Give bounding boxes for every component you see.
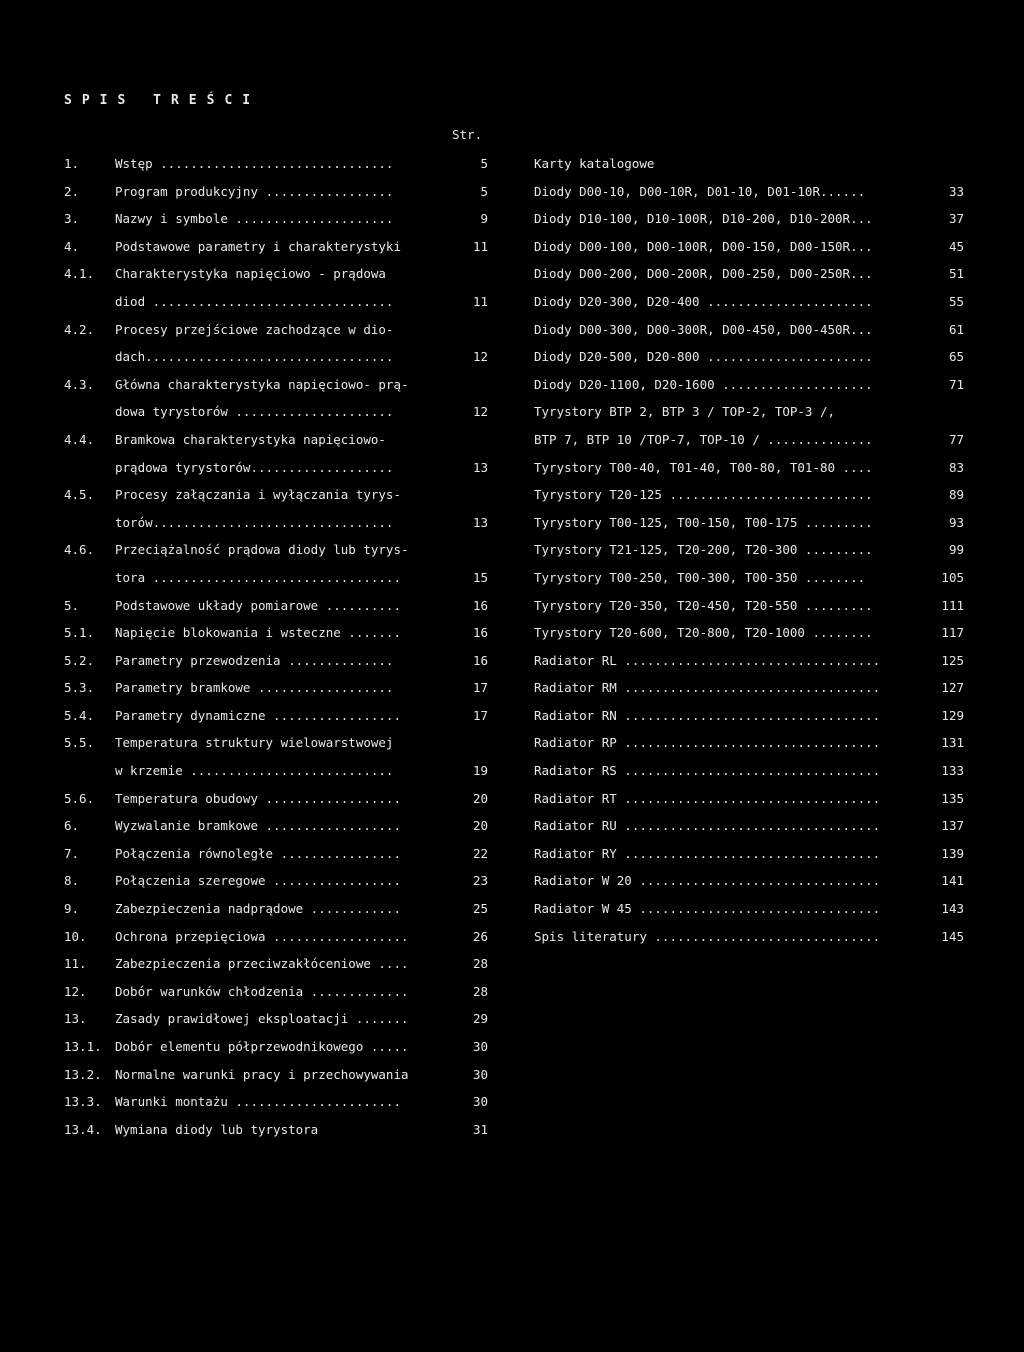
toc-entry: [534, 785, 964, 813]
toc-entry-title: Radiator RS ..................................: [534, 763, 881, 779]
toc-entry-page: 11: [472, 293, 488, 309]
toc-entry-page: 33: [948, 183, 964, 199]
toc-entry: [64, 923, 494, 951]
toc-entry: [534, 674, 964, 702]
toc-entry-title: Radiator W 45 ................................: [534, 901, 881, 917]
toc-entry-number: 12.: [64, 983, 87, 999]
toc-entry: [534, 426, 964, 454]
toc-entry-page: 16: [472, 652, 488, 668]
toc-entry-page: 19: [472, 763, 488, 779]
toc-entry-page: 77: [948, 431, 964, 447]
toc-entry-page: 28: [472, 956, 488, 972]
toc-entry-title: Przeciążalność prądowa diody lub tyrys-: [115, 542, 409, 558]
toc-entry-title: Temperatura struktury wielowarstwowej: [115, 735, 394, 751]
toc-entry: [64, 260, 494, 288]
toc-entry: [64, 978, 494, 1006]
toc-entry: [64, 564, 494, 592]
toc-entry-title: Wyzwalanie bramkowe ..................: [115, 818, 401, 834]
toc-entry: [64, 757, 494, 785]
toc-entry-title: Główna charakterystyka napięciowo- prą-: [115, 376, 409, 392]
toc-entry-page: 11: [472, 238, 488, 254]
toc-entry-page: 131: [941, 735, 964, 751]
toc-entry-title: torów................................: [115, 514, 394, 530]
toc-entry-title: Wymiana diody lub tyrystora: [115, 1121, 319, 1137]
toc-entry-title: Diody D20-500, D20-800 ......................: [534, 349, 873, 365]
toc-entry-title: Procesy przejściowe zachodzące w dio-: [115, 321, 394, 337]
page-column-header: Str.: [452, 127, 483, 142]
toc-entry-number: 8.: [64, 873, 80, 889]
toc-entry-page: 133: [941, 763, 964, 779]
toc-entry-title: Diody D00-300, D00-300R, D00-450, D00-450R...: [534, 321, 873, 337]
toc-entry-page: 145: [941, 928, 964, 944]
toc-entry: [64, 895, 494, 923]
toc-entry-page: 45: [948, 238, 964, 254]
toc-entry: [534, 233, 964, 261]
toc-entry-title: Radiator RN ..................................: [534, 707, 881, 723]
toc-entry-title: Tyrystory T21-125, T20-200, T20-300 .........: [534, 542, 873, 558]
toc-entry-title: Radiator RP ..................................: [534, 735, 881, 751]
toc-entry: [534, 619, 964, 647]
toc-entry-title: Normalne warunki pracy i przechowywania: [115, 1066, 409, 1082]
toc-entry-number: 11.: [64, 956, 87, 972]
toc-entry-title: Program produkcyjny .................: [115, 183, 394, 199]
toc-entry-number: 13.4.: [64, 1121, 102, 1137]
toc-entry-page: 23: [472, 873, 488, 889]
toc-entry-number: 1.: [64, 156, 80, 171]
toc-entry-number: 4.1.: [64, 266, 95, 282]
toc-entry-title: tora .................................: [115, 569, 401, 585]
toc-entry-title: Radiator W 20 ................................: [534, 873, 881, 889]
toc-entry: [534, 481, 964, 509]
toc-entry-page: 30: [472, 1066, 488, 1082]
toc-entry-page: 15: [472, 569, 488, 585]
toc-entry-page: 13: [472, 514, 488, 530]
toc-entry-page: 16: [472, 597, 488, 613]
toc-entry: [64, 729, 494, 757]
toc-entry-title: Napięcie blokowania i wsteczne .......: [115, 625, 401, 641]
toc-entry-page: 30: [472, 1094, 488, 1110]
toc-entry-page: 135: [941, 790, 964, 806]
toc-entry: [534, 592, 964, 620]
toc-entry: [534, 536, 964, 564]
toc-entry-title: Diody D20-1100, D20-1600 ....................: [534, 376, 873, 392]
toc-entry-title: Tyrystory T20-350, T20-450, T20-550 .........: [534, 597, 873, 613]
toc-entry-title: Parametry bramkowe ..................: [115, 680, 394, 696]
toc-entry-title: Zabezpieczenia nadprądowe ............: [115, 901, 401, 917]
toc-entry-number: 10.: [64, 928, 87, 944]
toc-entry-page: 26: [472, 928, 488, 944]
toc-entry-page: 51: [948, 266, 964, 282]
toc-entry: [64, 233, 494, 261]
toc-entry-page: 111: [941, 597, 964, 613]
toc-entry-title: w krzemie ...........................: [115, 763, 394, 779]
toc-entry: [534, 702, 964, 730]
toc-entry-title: Ochrona przepięciowa ..................: [115, 928, 409, 944]
toc-entry-title: Parametry przewodzenia ..............: [115, 652, 394, 668]
toc-entry-number: 7.: [64, 845, 80, 861]
toc-entry: [64, 1116, 494, 1144]
toc-entry-page: 117: [941, 625, 964, 641]
toc-entry: [534, 840, 964, 868]
toc-entry-page: 143: [941, 901, 964, 917]
toc-entry: [534, 564, 964, 592]
toc-entry-page: 105: [941, 569, 964, 585]
toc-entry: [64, 343, 494, 371]
toc-entry: [64, 288, 494, 316]
toc-entry-number: 5.6.: [64, 790, 95, 806]
toc-entry-page: 16: [472, 625, 488, 641]
toc-entry-number: 5.5.: [64, 735, 95, 751]
toc-entry-title: Temperatura obudowy ..................: [115, 790, 401, 806]
toc-entry: [64, 619, 494, 647]
toc-entry-title: Warunki montażu ......................: [115, 1094, 401, 1110]
toc-entry-title: Diody D00-200, D00-200R, D00-250, D00-250R...: [534, 266, 873, 282]
toc-entry-title: Tyrystory T00-250, T00-300, T00-350 ........: [534, 569, 866, 585]
toc-right-column: [534, 150, 964, 950]
toc-entry-page: 28: [472, 983, 488, 999]
toc-entry: [64, 371, 494, 399]
toc-entry-page: 22: [472, 845, 488, 861]
toc-entry-title: Połączenia szeregowe .................: [115, 873, 401, 889]
toc-entry: [64, 1033, 494, 1061]
toc-entry-page: 12: [472, 349, 488, 365]
toc-entry-page: 30: [472, 1039, 488, 1054]
toc-entry-title: Radiator RL ..................................: [534, 652, 881, 668]
toc-left-column: [64, 150, 494, 1143]
toc-entry-title: Diody D00-100, D00-100R, D00-150, D00-150R...: [534, 238, 873, 254]
toc-entry: [534, 454, 964, 482]
toc-entry-title: Karty katalogowe: [534, 156, 655, 171]
toc-entry-number: 2.: [64, 183, 80, 199]
toc-entry: [64, 398, 494, 426]
toc-entry-title: dowa tyrystorów .....................: [115, 404, 394, 420]
toc-entry: [534, 757, 964, 785]
toc-entry: [64, 867, 494, 895]
toc-entry-title: Zabezpieczenia przeciwzakłóceniowe ....: [115, 956, 409, 972]
toc-entry-number: 4.2.: [64, 321, 95, 337]
toc-entry: [534, 205, 964, 233]
toc-entry: [64, 536, 494, 564]
toc-entry: [534, 178, 964, 206]
toc-entry-page: 93: [948, 514, 964, 530]
toc-entry: [64, 840, 494, 868]
toc-entry-title: Radiator RY ..................................: [534, 845, 881, 861]
toc-entry-title: Nazwy i symbole .....................: [115, 211, 394, 227]
toc-entry: [64, 647, 494, 675]
toc-entry: [64, 481, 494, 509]
toc-entry: [534, 343, 964, 371]
toc-entry: [64, 426, 494, 454]
toc-entry-page: 139: [941, 845, 964, 861]
toc-entry: [64, 316, 494, 344]
toc-entry: [64, 205, 494, 233]
toc-entry-page: 9: [480, 211, 488, 227]
toc-entry: [64, 150, 494, 178]
toc-entry-page: 37: [948, 211, 964, 227]
toc-entry: [64, 1005, 494, 1033]
toc-entry: [64, 674, 494, 702]
toc-entry-title: Radiator RT ..................................: [534, 790, 881, 806]
toc-entry-page: 55: [948, 293, 964, 309]
toc-entry-page: 17: [472, 680, 488, 696]
toc-entry-title: Radiator RM ..................................: [534, 680, 881, 696]
toc-entry: [64, 785, 494, 813]
toc-entry-number: 13.: [64, 1011, 87, 1027]
toc-entry-title: Diody D20-300, D20-400 ......................: [534, 293, 873, 309]
toc-entry-number: 13.1.: [64, 1039, 102, 1054]
toc-entry: [64, 1088, 494, 1116]
toc-entry-title: Radiator RU ..................................: [534, 818, 881, 834]
toc-entry: [64, 812, 494, 840]
toc-entry-title: Tyrystory T20-600, T20-800, T20-1000 ........: [534, 625, 873, 641]
toc-entry-number: 5.4.: [64, 707, 95, 723]
toc-entry-title: Tyrystory T00-40, T01-40, T00-80, T01-80 ....: [534, 459, 873, 475]
toc-entry: [534, 509, 964, 537]
toc-entry-number: 4.4.: [64, 431, 95, 447]
toc-entry: [534, 812, 964, 840]
toc-entry: [64, 702, 494, 730]
toc-entry-title: Spis literatury ..............................: [534, 928, 881, 944]
toc-entry-page: 5: [480, 156, 488, 171]
toc-entry-page: 25: [472, 901, 488, 917]
toc-entry-title: Połączenia równoległe ................: [115, 845, 401, 861]
toc-entry: [64, 509, 494, 537]
toc-entry-title: Wstęp ...............................: [115, 156, 394, 171]
toc-entry: [534, 371, 964, 399]
toc-entry-page: 125: [941, 652, 964, 668]
toc-entry-number: 4.: [64, 238, 80, 254]
toc-entry-page: 65: [948, 349, 964, 365]
toc-entry-number: 5.: [64, 597, 80, 613]
toc-entry-number: 13.3.: [64, 1094, 102, 1110]
page-title: SPIS TREŚCI: [64, 93, 261, 108]
toc-entry-title: Tyrystory T00-125, T00-150, T00-175 .........: [534, 514, 873, 530]
toc-entry-page: 127: [941, 680, 964, 696]
toc-entry-page: 99: [948, 542, 964, 558]
toc-entry-title: dach.................................: [115, 349, 394, 365]
toc-entry-number: 5.3.: [64, 680, 95, 696]
toc-entry-page: 89: [948, 487, 964, 503]
toc-entry-title: Zasady prawidłowej eksploatacji .......: [115, 1011, 409, 1027]
toc-entry-number: 5.2.: [64, 652, 95, 668]
toc-entry-title: Dobór elementu półprzewodnikowego .....: [115, 1039, 409, 1054]
toc-entry-page: 29: [472, 1011, 488, 1027]
toc-entry-title: Diody D00-10, D00-10R, D01-10, D01-10R......: [534, 183, 866, 199]
toc-entry-page: 20: [472, 790, 488, 806]
toc-entry: [534, 729, 964, 757]
toc-entry-number: 3.: [64, 211, 80, 227]
toc-entry-title: Dobór warunków chłodzenia .............: [115, 983, 409, 999]
toc-entry: [534, 895, 964, 923]
toc-entry-page: 31: [472, 1121, 488, 1137]
toc-entry-title: Parametry dynamiczne .................: [115, 707, 401, 723]
toc-entry-title: Diody D10-100, D10-100R, D10-200, D10-200R...: [534, 211, 873, 227]
toc-entry-page: 83: [948, 459, 964, 475]
toc-entry-page: 137: [941, 818, 964, 834]
toc-entry-number: 5.1.: [64, 625, 95, 641]
toc-entry: [534, 260, 964, 288]
toc-entry-page: 5: [480, 183, 488, 199]
toc-entry-title: Charakterystyka napięciowo - prądowa: [115, 266, 386, 282]
toc-entry-title: BTP 7, BTP 10 /TOP-7, TOP-10 / ..............: [534, 431, 873, 447]
toc-entry: [64, 950, 494, 978]
toc-entry-title: Tyrystory BTP 2, BTP 3 / TOP-2, TOP-3 /,: [534, 404, 836, 420]
toc-entry: [534, 647, 964, 675]
toc-entry-title: Tyrystory T20-125 ...........................: [534, 487, 873, 503]
toc-entry-page: 12: [472, 404, 488, 420]
toc-entry-number: 4.6.: [64, 542, 95, 558]
toc-entry-page: 141: [941, 873, 964, 889]
toc-entry-number: 4.5.: [64, 487, 95, 503]
toc-entry-page: 17: [472, 707, 488, 723]
toc-entry: [534, 316, 964, 344]
toc-entry-number: 6.: [64, 818, 80, 834]
toc-entry: [534, 288, 964, 316]
toc-entry: [64, 592, 494, 620]
toc-entry-number: 9.: [64, 901, 80, 917]
toc-entry-title: prądowa tyrystorów...................: [115, 459, 394, 475]
toc-entry-page: 71: [948, 376, 964, 392]
toc-entry-title: diod ................................: [115, 293, 394, 309]
toc-entry: [534, 398, 964, 426]
toc-entry-page: 61: [948, 321, 964, 337]
toc-entry-title: Podstawowe parametry i charakterystyki: [115, 238, 401, 254]
toc-entry: [64, 454, 494, 482]
toc-entry: [534, 150, 964, 178]
toc-entry-title: Bramkowa charakterystyka napięciowo-: [115, 431, 386, 447]
toc-entry: [534, 867, 964, 895]
toc-entry: [64, 1061, 494, 1089]
toc-entry-number: 13.2.: [64, 1066, 102, 1082]
toc-entry-number: 4.3.: [64, 376, 95, 392]
toc-entry: [64, 178, 494, 206]
toc-entry-title: Podstawowe układy pomiarowe ..........: [115, 597, 401, 613]
toc-entry-page: 129: [941, 707, 964, 723]
toc-entry: [534, 923, 964, 951]
toc-entry-page: 20: [472, 818, 488, 834]
toc-entry-page: 13: [472, 459, 488, 475]
toc-entry-title: Procesy załączania i wyłączania tyrys-: [115, 487, 401, 503]
